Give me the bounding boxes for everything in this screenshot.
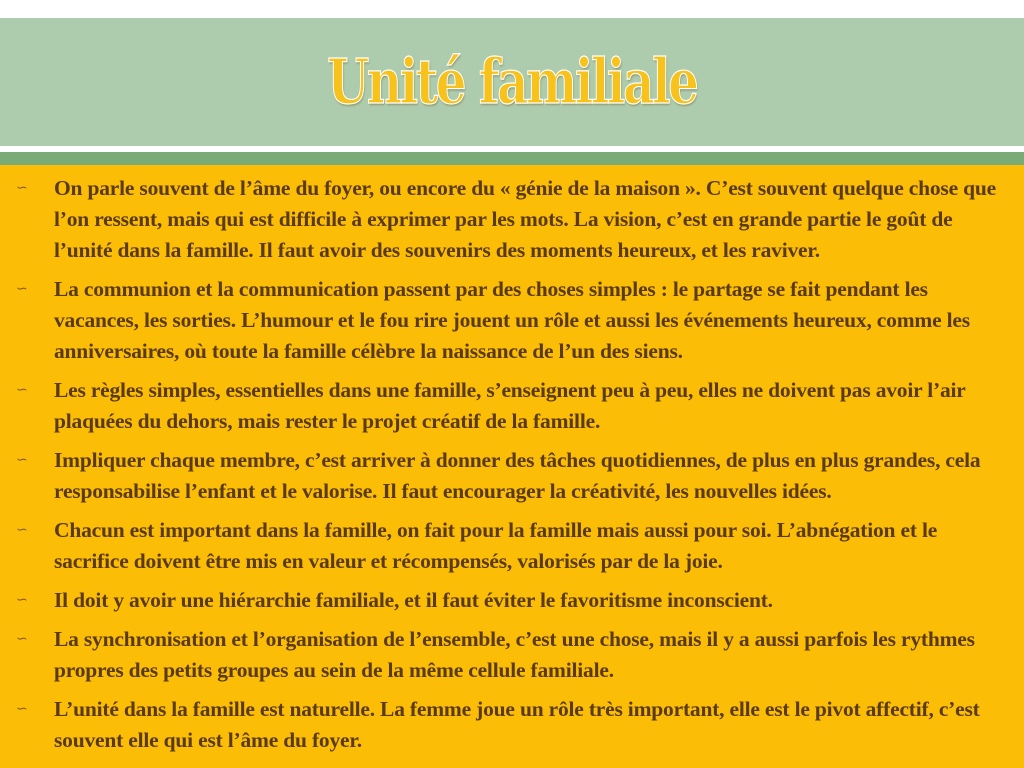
bullet-text: Impliquer chaque membre, c’est arriver à donner des tâches quotidiennes, de plus en plus grandes, cela responsabilise l’enfant et le valorise. Il faut encourager la créativité, les nouvelles idées. (54, 448, 981, 503)
bullet-text: La synchronisation et l’organisation de l’ensemble, c’est une chose, mais il y a aussi parfois les rythmes propres des petits groupes au sein de la même cellule familiale. (54, 627, 975, 682)
bullet-list (0, 165, 1024, 756)
bullet-item (10, 375, 1006, 437)
bullet-text: On parle souvent de l’âme du foyer, ou encore du « génie de la maison ». C’est souvent quelque chose que l’on ressent, mais qui est difficile à exprimer par les mots. La vision, c’est en grande partie le goût de l’unité dans la famille. Il faut avoir des souvenirs des moments heureux, et les raviver. (54, 176, 996, 262)
title-band (0, 18, 1024, 146)
divider-accent (0, 152, 1024, 165)
bullet-item (10, 274, 1006, 367)
bullet-icon: ∽ (16, 452, 28, 468)
bullet-text: L’unité dans la famille est naturelle. La femme joue un rôle très important, elle est le pivot affectif, c’est souvent elle qui est l’âme du foyer. (54, 697, 980, 752)
bullet-item (10, 624, 1006, 686)
bullet-icon: ∽ (16, 701, 28, 717)
bullet-icon: ∽ (16, 382, 28, 398)
bullet-icon: ∽ (16, 522, 28, 538)
bullet-icon: ∽ (16, 281, 28, 297)
bullet-item (10, 173, 1006, 266)
bullet-item (10, 585, 1006, 616)
slide-title: Unité familiale (327, 45, 697, 118)
bullet-item (10, 694, 1006, 756)
divider-thin (0, 147, 1024, 151)
bullet-text: Les règles simples, essentielles dans une famille, s’enseignent peu à peu, elles ne doivent pas avoir l’air plaquées du dehors, mais rester le projet créatif de la famille. (54, 378, 966, 433)
bullet-text: Chacun est important dans la famille, on fait pour la famille mais aussi pour soi. L’abnégation et le sacrifice doivent être mis en valeur et récompensés, valorisés par de la joie. (54, 518, 938, 573)
bullet-icon: ∽ (16, 592, 28, 608)
content-area (0, 165, 1024, 768)
bullet-text: La communion et la communication passent par des choses simples : le partage se fait pendant les vacances, les sorties. L’humour et le fou rire jouent un rôle et aussi les événements heureux, comme les anniversaires, où toute la famille célèbre la naissance de l’un des siens. (54, 277, 970, 363)
bullet-item (10, 445, 1006, 507)
bullet-text: Il doit y avoir une hiérarchie familiale, et il faut éviter le favoritisme inconscient. (54, 588, 773, 612)
bullet-icon: ∽ (16, 180, 28, 196)
bullet-icon: ∽ (16, 631, 28, 647)
bullet-item (10, 515, 1006, 577)
